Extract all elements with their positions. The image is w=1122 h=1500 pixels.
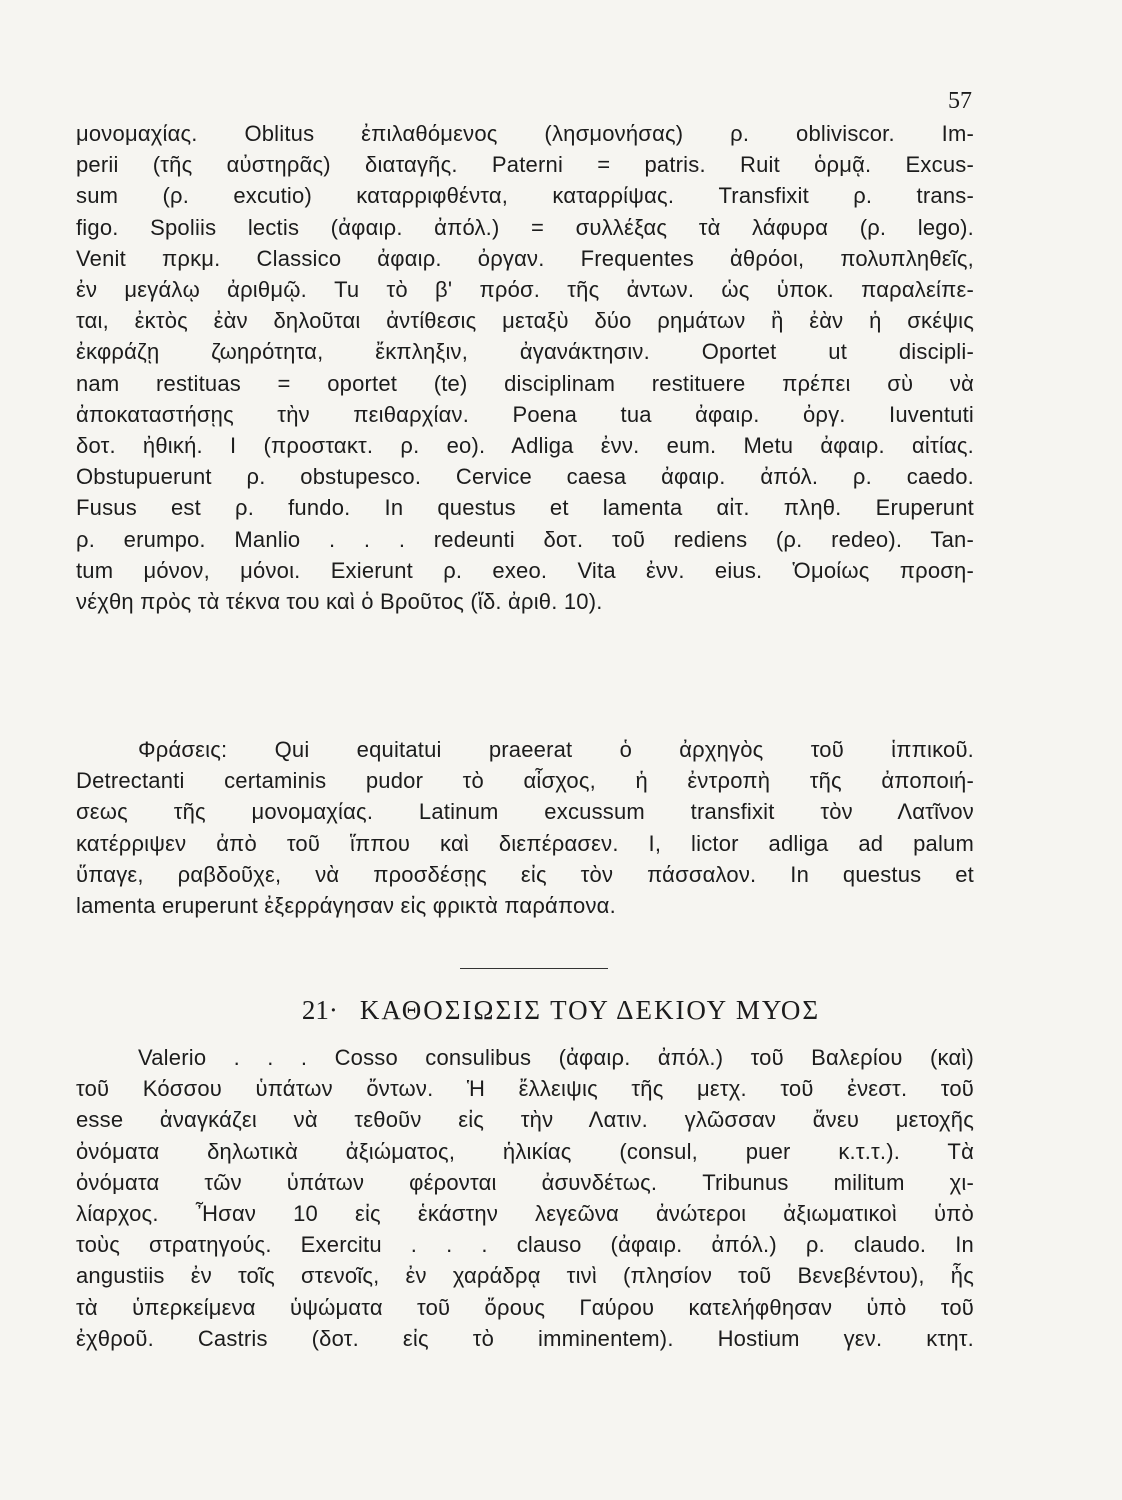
text-line: ἐκφράζῃ ζωηρότητα, ἔκπληξιν, ἀγανάκτησιν. Oportet ut discipli-: [76, 339, 974, 365]
page-number: 57: [948, 88, 972, 114]
text-line: σεως τῆς μονομαχίας. Latinum excussum transfixit τὸν Λατῖνον: [76, 799, 974, 825]
text-line: ἀποκαταστήσῃς τὴν πειθαρχίαν. Poena tua ἀφαιρ. ὀργ. Iuventuti: [76, 401, 974, 427]
text-line: μονομαχίας. Oblitus ἐπιλαθόμενος (λησμονήσας) ρ. obliviscor. Im-: [76, 121, 974, 146]
text-line: κατέρριψεν ἀπὸ τοῦ ἵππου καὶ διεπέρασεν. I, lictor adliga ad palum: [76, 830, 974, 856]
text-line: perii (τῆς αὐστηρᾶς) διαταγῆς. Paterni = patris. Ruit ὁρμᾷ. Excus-: [76, 152, 974, 178]
text-line: λίαρχος. Ἦσαν 10 εἰς ἑκάστην λεγεῶνα ἀνώτεροι ἀξιωματικοὶ ὑπὸ: [76, 1201, 974, 1227]
text-line: tum μόνον, μόνοι. Exierunt ρ. exeo. Vita ἐνν. eius. Ὁμοίως προση-: [76, 557, 974, 583]
text-line: ὀνόματα τῶν ὑπάτων φέρονται ἀσυνδέτως. Tribunus militum χι-: [76, 1169, 974, 1195]
paragraph-phrases: [76, 734, 974, 921]
section-number: 21·: [301, 995, 338, 1025]
text-line: figo. Spoliis lectis (ἀφαιρ. ἀπόλ.) = συλλέξας τὰ λάφυρα (ρ. lego).: [76, 214, 974, 240]
text-line: νέχθη πρὸς τὰ τέκνα του καὶ ὁ Βροῦτος (ἴδ. ἀριθ. 10).: [76, 589, 603, 615]
text-line: lamenta eruperunt ἐξερράγησαν εἰς φρικτὰ παράπονα.: [76, 893, 616, 919]
text-line: ται, ἐκτὸς ἐὰν δηλοῦται ἀντίθεσις μεταξὺ δύο ρημάτων ἢ ἐὰν ἡ σκέψις: [76, 308, 974, 334]
text-line: angustiis ἐν τοῖς στενοῖς, ἐν χαράδρᾳ τινὶ (πλησίον τοῦ Βενεβέντου), ἧς: [76, 1263, 974, 1289]
text-line: ὀνόματα δηλωτικὰ ἀξιώματος, ἡλικίας (consul, puer κ.τ.τ.). Τὰ: [76, 1138, 974, 1164]
text-line: τοὺς στρατηγούς. Exercitu . . . clauso (ἀφαιρ. ἀπόλ.) ρ. claudo. In: [76, 1232, 974, 1258]
text-line: sum (ρ. excutio) καταρριφθέντα, καταρρίψας. Transfixit ρ. trans-: [76, 183, 974, 209]
text-line: Detrectanti certaminis pudor τὸ αἶσχος, ἡ ἐντροπὴ τῆς ἀποποιή-: [76, 768, 974, 794]
paragraph-section-21: [76, 1042, 974, 1354]
text-line: Venit πρκμ. Classico ἀφαιρ. ὀργαν. Frequentes ἀθρόοι, πολυπληθεῖς,: [76, 245, 974, 271]
text-line: δοτ. ἠθική. I (προστακτ. ρ. eo). Adliga ἐνν. eum. Metu ἀφαιρ. αἰτίας.: [76, 433, 974, 459]
text-line: nam restituas = oportet (te) disciplinam restituere πρέπει σὺ νὰ: [76, 370, 974, 396]
section-heading: [0, 995, 1122, 1026]
text-line: ὕπαγε, ραβδοῦχε, νὰ προσδέσῃς εἰς τὸν πάσσαλον. In questus et: [76, 861, 974, 887]
text-line: τὰ ὑπερκείμενα ὑψώματα τοῦ ὄρους Γαύρου κατελήφθησαν ὑπὸ τοῦ: [76, 1294, 974, 1320]
text-line: ἐν μεγάλῳ ἀριθμῷ. Tu τὸ β' πρόσ. τῆς ἀντων. ὡς ὑποκ. παραλείπε-: [76, 277, 974, 303]
text-line: τοῦ Κόσσου ὑπάτων ὄντων. Ἡ ἔλλειψις τῆς μετχ. τοῦ ἐνεστ. τοῦ: [76, 1076, 974, 1102]
text-line: ρ. erumpo. Manlio . . . redeunti δοτ. τοῦ rediens (ρ. redeo). Tan-: [76, 526, 974, 552]
section-title: ΚΑΘΟΣΙΩΣΙΣ ΤΟΥ ΔΕΚΙΟΥ ΜΥΟΣ: [359, 995, 821, 1025]
text-line: esse ἀναγκάζει νὰ τεθοῦν εἰς τὴν Λατιν. γλῶσσαν ἄνευ μετοχῆς: [76, 1107, 974, 1133]
text-line: ἐχθροῦ. Castris (δοτ. εἰς τὸ imminentem). Hostium γεν. κτητ.: [76, 1325, 974, 1351]
paragraph-notes: [76, 118, 974, 617]
text-line: Valerio . . . Cosso consulibus (ἀφαιρ. ἀπόλ.) τοῦ Βαλερίου (καὶ): [138, 1045, 974, 1070]
text-line: Fusus est ρ. fundo. In questus et lamenta αἰτ. πληθ. Eruperunt: [76, 495, 974, 521]
text-line: Obstupuerunt ρ. obstupesco. Cervice caesa ἀφαιρ. ἀπόλ. ρ. caedo.: [76, 464, 974, 490]
section-divider: [460, 968, 608, 969]
text-line: Φράσεις: Qui equitatui praeerat ὁ ἀρχηγὸς τοῦ ἱππικοῦ.: [138, 737, 974, 762]
